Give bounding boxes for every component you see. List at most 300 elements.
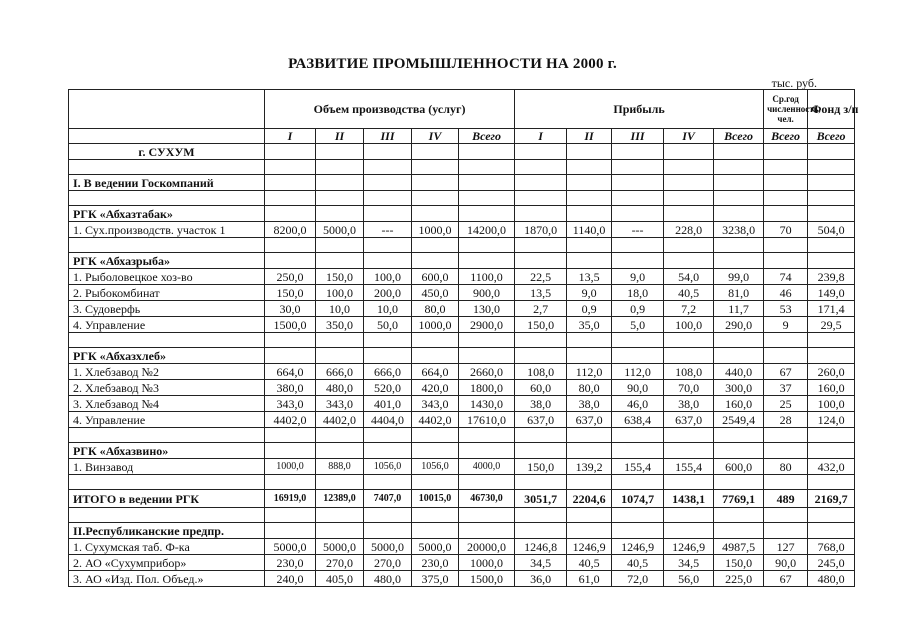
empty-cell	[567, 206, 612, 222]
empty-cell	[316, 160, 364, 175]
volume-value: 150,0	[265, 285, 316, 301]
employees-value: 70	[764, 222, 808, 238]
spacer-row	[69, 475, 855, 490]
empty-cell	[459, 348, 515, 364]
fund-value: 768,0	[808, 539, 855, 555]
row-name: 1. Хлебзавод №2	[69, 364, 265, 380]
empty-cell	[808, 443, 855, 459]
volume-value: 405,0	[316, 571, 364, 587]
volume-value: 100,0	[316, 285, 364, 301]
empty-cell	[612, 508, 664, 523]
volume-value: 5000,0	[364, 539, 412, 555]
volume-value: 1000,0	[265, 459, 316, 475]
empty-cell	[265, 238, 316, 253]
profit-value: 155,4	[612, 459, 664, 475]
volume-value: 480,0	[316, 380, 364, 396]
table-row	[69, 380, 855, 396]
employees-value: 67	[764, 571, 808, 587]
empty-cell	[808, 523, 855, 539]
empty-cell	[265, 475, 316, 490]
empty-cell	[664, 238, 714, 253]
volume-value: 10015,0	[412, 490, 459, 508]
profit-value: 9,0	[612, 269, 664, 285]
empty-cell	[714, 523, 764, 539]
profit-value: 637,0	[567, 412, 612, 428]
employees-value: 53	[764, 301, 808, 317]
profit-value: 112,0	[612, 364, 664, 380]
volume-value: 80,0	[412, 301, 459, 317]
table-row	[69, 364, 855, 380]
section-2-label-row	[69, 523, 855, 539]
empty-cell	[612, 253, 664, 269]
empty-cell	[764, 443, 808, 459]
empty-cell	[459, 238, 515, 253]
volume-value: 4404,0	[364, 412, 412, 428]
group-label-row	[69, 253, 855, 269]
empty-cell	[808, 238, 855, 253]
empty-cell	[364, 333, 412, 348]
empty-cell	[364, 238, 412, 253]
profit-value: 34,5	[664, 555, 714, 571]
fund-value: 480,0	[808, 571, 855, 587]
empty-cell	[664, 175, 714, 191]
profit-value: 290,0	[714, 317, 764, 333]
empty-cell	[316, 523, 364, 539]
empty-cell	[567, 348, 612, 364]
profit-value: 112,0	[567, 364, 612, 380]
empty-cell	[612, 475, 664, 490]
section-1-label-row	[69, 175, 855, 191]
empty-cell	[69, 238, 265, 253]
empty-cell	[764, 175, 808, 191]
volume-value: 1056,0	[412, 459, 459, 475]
empty-cell	[364, 160, 412, 175]
volume-value: 4000,0	[459, 459, 515, 475]
q1-profit: I	[515, 129, 567, 144]
empty-cell	[459, 175, 515, 191]
empty-cell	[764, 206, 808, 222]
profit-value: 150,0	[515, 317, 567, 333]
empty-cell	[764, 144, 808, 160]
row-name: 1. Винзавод	[69, 459, 265, 475]
table-row	[69, 490, 855, 508]
empty-cell	[664, 144, 714, 160]
profit-value: 36,0	[515, 571, 567, 587]
empty-cell	[764, 523, 808, 539]
empty-cell	[714, 428, 764, 443]
profit-value: 0,9	[612, 301, 664, 317]
row-name: 2. АО «Сухумприбор»	[69, 555, 265, 571]
empty-cell	[567, 238, 612, 253]
empty-cell	[412, 175, 459, 191]
profit-value: 56,0	[664, 571, 714, 587]
empty-cell	[364, 523, 412, 539]
empty-cell	[714, 475, 764, 490]
row-name: 3. АО «Изд. Пол. Объед.»	[69, 571, 265, 587]
profit-value: 60,0	[515, 380, 567, 396]
empty-cell	[69, 508, 265, 523]
empty-cell	[567, 508, 612, 523]
empty-cell	[316, 144, 364, 160]
empty-cell	[515, 523, 567, 539]
profit-value: 1246,9	[612, 539, 664, 555]
empty-cell	[567, 523, 612, 539]
profit-value: 13,5	[567, 269, 612, 285]
table-row	[69, 539, 855, 555]
empty-cell	[714, 253, 764, 269]
empty-cell	[714, 191, 764, 206]
q3-volume: III	[364, 129, 412, 144]
empty-cell	[664, 253, 714, 269]
empty-cell	[316, 191, 364, 206]
empty-cell	[412, 160, 459, 175]
spacer-row	[69, 160, 855, 175]
volume-value: 8200,0	[265, 222, 316, 238]
profit-value: 38,0	[664, 396, 714, 412]
empty-cell	[664, 523, 714, 539]
city-label: г. СУХУМ	[69, 144, 265, 160]
empty-cell	[459, 428, 515, 443]
profit-value: 34,5	[515, 555, 567, 571]
volume-value: 5000,0	[265, 539, 316, 555]
row-name: 3. Хлебзавод №4	[69, 396, 265, 412]
profit-value: 1246,8	[515, 539, 567, 555]
profit-value: 440,0	[714, 364, 764, 380]
profit-value: 3051,7	[515, 490, 567, 508]
profit-value: 22,5	[515, 269, 567, 285]
profit-value: 70,0	[664, 380, 714, 396]
fund-value: 432,0	[808, 459, 855, 475]
profit-value: 72,0	[612, 571, 664, 587]
empty-cell	[364, 508, 412, 523]
empty-cell	[764, 348, 808, 364]
profit-value: 1074,7	[612, 490, 664, 508]
subheader-row	[69, 129, 855, 144]
volume-value: 343,0	[316, 396, 364, 412]
empty-cell	[364, 206, 412, 222]
empty-cell	[714, 348, 764, 364]
profit-value: 637,0	[515, 412, 567, 428]
empty-cell	[364, 428, 412, 443]
empty-cell	[316, 443, 364, 459]
empty-cell	[364, 191, 412, 206]
empty-cell	[515, 175, 567, 191]
empty-cell	[567, 428, 612, 443]
empty-cell	[265, 191, 316, 206]
volume-value: 1100,0	[459, 269, 515, 285]
header-employees: Ср.год численность, чел.	[764, 90, 808, 129]
volume-value: 230,0	[265, 555, 316, 571]
empty-cell	[664, 475, 714, 490]
profit-value: 108,0	[664, 364, 714, 380]
group-label-row	[69, 443, 855, 459]
profit-value: 35,0	[567, 317, 612, 333]
empty-cell	[664, 508, 714, 523]
fund-value: 29,5	[808, 317, 855, 333]
employees-value: 9	[764, 317, 808, 333]
volume-value: 1800,0	[459, 380, 515, 396]
volume-value: 10,0	[364, 301, 412, 317]
spacer-row	[69, 238, 855, 253]
empty-cell	[69, 475, 265, 490]
empty-cell	[612, 348, 664, 364]
q2-volume: II	[316, 129, 364, 144]
empty-cell	[567, 443, 612, 459]
volume-value: 1000,0	[459, 555, 515, 571]
empty-cell	[567, 175, 612, 191]
profit-value: 225,0	[714, 571, 764, 587]
volume-value: 46730,0	[459, 490, 515, 508]
volume-value: 130,0	[459, 301, 515, 317]
empty-cell	[808, 333, 855, 348]
empty-cell	[515, 144, 567, 160]
empty-cell	[808, 348, 855, 364]
fund-value: 260,0	[808, 364, 855, 380]
unit-label: тыс. руб.	[771, 76, 817, 90]
header-profit: Прибыль	[515, 90, 764, 129]
empty-cell	[808, 206, 855, 222]
row-name: 2. Рыбокомбинат	[69, 285, 265, 301]
empty-cell	[412, 206, 459, 222]
profit-value: 300,0	[714, 380, 764, 396]
volume-value: 375,0	[412, 571, 459, 587]
volume-value: 888,0	[316, 459, 364, 475]
header-row	[69, 90, 855, 129]
section-1-label: I. В ведении Госкомпаний	[69, 175, 265, 191]
q4-profit: IV	[664, 129, 714, 144]
volume-value: 17610,0	[459, 412, 515, 428]
group-label: РГК «Абхазтабак»	[69, 206, 265, 222]
volume-value: 664,0	[412, 364, 459, 380]
volume-value: 30,0	[265, 301, 316, 317]
empty-cell	[459, 206, 515, 222]
profit-value: 54,0	[664, 269, 714, 285]
empty-cell	[808, 191, 855, 206]
empty-cell	[364, 175, 412, 191]
profit-value: 9,0	[567, 285, 612, 301]
profit-value: 4987,5	[714, 539, 764, 555]
q3-profit: III	[612, 129, 664, 144]
profit-value: 150,0	[515, 459, 567, 475]
empty-cell	[764, 475, 808, 490]
empty-cell	[612, 160, 664, 175]
table-row	[69, 459, 855, 475]
empty-cell	[515, 160, 567, 175]
volume-value: 664,0	[265, 364, 316, 380]
profit-value: 80,0	[567, 380, 612, 396]
empty-cell	[412, 443, 459, 459]
volume-value: 480,0	[364, 571, 412, 587]
volume-value: 10,0	[316, 301, 364, 317]
empty-cell	[412, 348, 459, 364]
empty-cell	[808, 144, 855, 160]
q1-volume: I	[265, 129, 316, 144]
profit-value: 637,0	[664, 412, 714, 428]
table-row	[69, 285, 855, 301]
volume-value: 100,0	[364, 269, 412, 285]
empty-cell	[412, 191, 459, 206]
empty-cell	[412, 238, 459, 253]
volume-value: ---	[364, 222, 412, 238]
group-label: РГК «Абхазхлеб»	[69, 348, 265, 364]
volume-value: 200,0	[364, 285, 412, 301]
empty-cell	[265, 348, 316, 364]
empty-cell	[316, 175, 364, 191]
empty-cell	[612, 191, 664, 206]
volume-value: 240,0	[265, 571, 316, 587]
empty-cell	[714, 443, 764, 459]
employees-value: 74	[764, 269, 808, 285]
empty-cell	[808, 475, 855, 490]
empty-cell	[69, 428, 265, 443]
profit-value: 38,0	[515, 396, 567, 412]
empty-cell	[316, 428, 364, 443]
profit-value: 1246,9	[567, 539, 612, 555]
empty-cell	[515, 191, 567, 206]
fund-value: 239,8	[808, 269, 855, 285]
empty-cell	[612, 144, 664, 160]
empty-cell	[515, 333, 567, 348]
empty-cell	[714, 238, 764, 253]
profit-value: 0,9	[567, 301, 612, 317]
empty-cell	[265, 175, 316, 191]
spacer-row	[69, 191, 855, 206]
empty-cell	[664, 160, 714, 175]
profit-value: 40,5	[567, 555, 612, 571]
volume-value: 1430,0	[459, 396, 515, 412]
empty-cell	[316, 333, 364, 348]
empty-cell	[764, 160, 808, 175]
volume-value: 4402,0	[265, 412, 316, 428]
volume-value: 1000,0	[412, 317, 459, 333]
empty-cell	[714, 508, 764, 523]
empty-cell	[808, 175, 855, 191]
empty-cell	[612, 175, 664, 191]
table-row	[69, 571, 855, 587]
empty-cell	[714, 175, 764, 191]
profit-value: 7769,1	[714, 490, 764, 508]
header-wage-fund: Фонд з/п	[808, 90, 855, 129]
empty-cell	[567, 160, 612, 175]
employees-value: 127	[764, 539, 808, 555]
empty-cell	[764, 191, 808, 206]
empty-cell	[265, 428, 316, 443]
row-name: 4. Управление	[69, 317, 265, 333]
empty-cell	[515, 443, 567, 459]
volume-value: 14200,0	[459, 222, 515, 238]
profit-value: 150,0	[714, 555, 764, 571]
empty-cell	[316, 206, 364, 222]
profit-value: ---	[612, 222, 664, 238]
volume-value: 1500,0	[459, 571, 515, 587]
empty-cell	[764, 238, 808, 253]
row-name: 2. Хлебзавод №3	[69, 380, 265, 396]
profit-value: 90,0	[612, 380, 664, 396]
row-name: 3. Судоверфь	[69, 301, 265, 317]
header-empty	[69, 90, 265, 129]
employees-value: 46	[764, 285, 808, 301]
empty-cell	[764, 508, 808, 523]
volume-value: 666,0	[316, 364, 364, 380]
profit-value: 2549,4	[714, 412, 764, 428]
fund-value: 2169,7	[808, 490, 855, 508]
total-profit: Всего	[714, 129, 764, 144]
volume-value: 4402,0	[412, 412, 459, 428]
empty-cell	[459, 475, 515, 490]
empty-cell	[515, 253, 567, 269]
profit-value: 2,7	[515, 301, 567, 317]
empty-cell	[714, 144, 764, 160]
volume-value: 12389,0	[316, 490, 364, 508]
empty-cell	[69, 333, 265, 348]
empty-cell	[664, 191, 714, 206]
employees-value: 90,0	[764, 555, 808, 571]
empty-cell	[714, 160, 764, 175]
volume-value: 350,0	[316, 317, 364, 333]
empty-cell	[265, 333, 316, 348]
volume-value: 1000,0	[412, 222, 459, 238]
subheader-empty	[69, 129, 265, 144]
empty-cell	[364, 475, 412, 490]
empty-cell	[459, 443, 515, 459]
volume-value: 270,0	[316, 555, 364, 571]
empty-cell	[764, 428, 808, 443]
volume-value: 666,0	[364, 364, 412, 380]
volume-value: 5000,0	[412, 539, 459, 555]
empty-cell	[664, 348, 714, 364]
empty-cell	[459, 333, 515, 348]
empty-cell	[412, 333, 459, 348]
volume-value: 270,0	[364, 555, 412, 571]
table-row	[69, 317, 855, 333]
volume-value: 7407,0	[364, 490, 412, 508]
empty-cell	[459, 508, 515, 523]
profit-value: 228,0	[664, 222, 714, 238]
profit-value: 1870,0	[515, 222, 567, 238]
volume-value: 5000,0	[316, 539, 364, 555]
empty-cell	[69, 160, 265, 175]
profit-value: 1246,9	[664, 539, 714, 555]
empty-cell	[265, 144, 316, 160]
volume-value: 20000,0	[459, 539, 515, 555]
profit-value: 139,2	[567, 459, 612, 475]
volume-value: 1500,0	[265, 317, 316, 333]
employees-value: 25	[764, 396, 808, 412]
volume-value: 343,0	[265, 396, 316, 412]
empty-cell	[612, 238, 664, 253]
total-fund: Всего	[808, 129, 855, 144]
fund-value: 149,0	[808, 285, 855, 301]
profit-value: 108,0	[515, 364, 567, 380]
volume-value: 230,0	[412, 555, 459, 571]
empty-cell	[714, 206, 764, 222]
group-label-row	[69, 348, 855, 364]
table-row	[69, 269, 855, 285]
empty-cell	[265, 206, 316, 222]
volume-value: 380,0	[265, 380, 316, 396]
empty-cell	[412, 144, 459, 160]
volume-value: 250,0	[265, 269, 316, 285]
volume-value: 900,0	[459, 285, 515, 301]
fund-value: 504,0	[808, 222, 855, 238]
empty-cell	[612, 428, 664, 443]
empty-cell	[567, 253, 612, 269]
table-row	[69, 555, 855, 571]
empty-cell	[567, 475, 612, 490]
profit-value: 38,0	[567, 396, 612, 412]
empty-cell	[515, 206, 567, 222]
empty-cell	[612, 206, 664, 222]
